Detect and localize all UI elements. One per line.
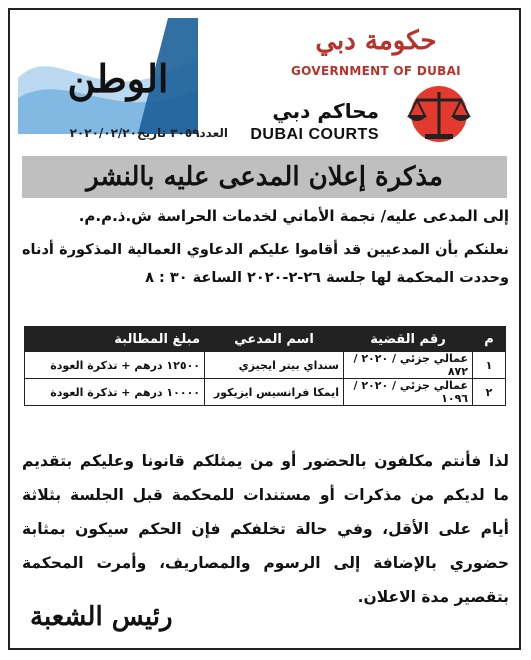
cell-plaintiff: سنداي بيتر ايجيزي (205, 352, 344, 379)
header (10, 10, 519, 150)
signature-title: رئيس الشعبة (30, 602, 173, 632)
cell-claim-amount: ١٠٠٠٠ درهم + تذكرة العودة (25, 379, 205, 406)
cell-case-number: عمالي جزئي / ٢٠٢٠ / ٨٧٢ (344, 352, 473, 379)
announcement-frame (8, 8, 521, 650)
issue-line: العدد٣٠٥٩ تاريخ٢٠٢٠/٠٢/٢٠ (69, 126, 228, 140)
cell-index: ٢ (473, 379, 506, 406)
gov-arabic-text: حكومة دبي (315, 26, 437, 56)
page-title: مذكرة إعلان المدعى عليه بالنشر (22, 156, 507, 198)
table-row (25, 352, 506, 379)
cell-plaintiff: ايمكا فرانسيس ايزيكور (205, 379, 344, 406)
court-english-text: DUBAI COURTS (250, 126, 379, 143)
al-watan-logo (18, 18, 198, 134)
dubai-courts-scales-logo (377, 82, 497, 146)
court-arabic-text: محاكم دبي (272, 99, 379, 123)
cell-case-number: عمالي جزئي / ٢٠٢٠ / ١٠٩٦ (344, 379, 473, 406)
scales-icon (377, 82, 497, 146)
cell-claim-amount: ١٢٥٠٠ درهم + تذكرة العودة (25, 352, 205, 379)
notice-paragraph: نعلنكم بأن المدعيين قد أقاموا عليكم الدعاوي العمالية المذكورة أدناه وحددت المحكمة لها جلسة ٢٦-٢-٢٠٢٠ الساعة ٣٠ : ٨ (22, 242, 509, 286)
table-row (25, 379, 506, 406)
table-header-row (25, 327, 506, 352)
cases-table (24, 326, 506, 406)
cell-index: ١ (473, 352, 506, 379)
header-plaintiff: اسم المدعي (205, 327, 344, 352)
header-case-number: رقم القضية (344, 327, 473, 352)
header-claim-amount: مبلغ المطالبة (25, 327, 205, 352)
header-index: م (473, 327, 506, 352)
dubai-courts-text (239, 100, 379, 144)
newspaper-name: الوطن (67, 56, 169, 101)
defendant-line: إلى المدعى عليه/ نجمة الأماني لخدمات الحراسة ش.ذ.م.م. (78, 207, 509, 225)
gov-english-text: GOVERNMENT OF DUBAI (291, 64, 461, 78)
summons-paragraph: لذا فأنتم مكلفون بالحضور أو من يمثلكم قانونا وعليكم بتقديم ما لديكم من مذكرات أو مستندات للمحكمة قبل الجلسة بثلاثة أيام على الأقل، وفي حالة تخلفكم فإن الحكم سيكون بمثابة حضوري بالإضافة إلى الرسوم والمصاريف، وأمرت المحكمة بتقصير مدة الاعلان. (22, 452, 509, 606)
